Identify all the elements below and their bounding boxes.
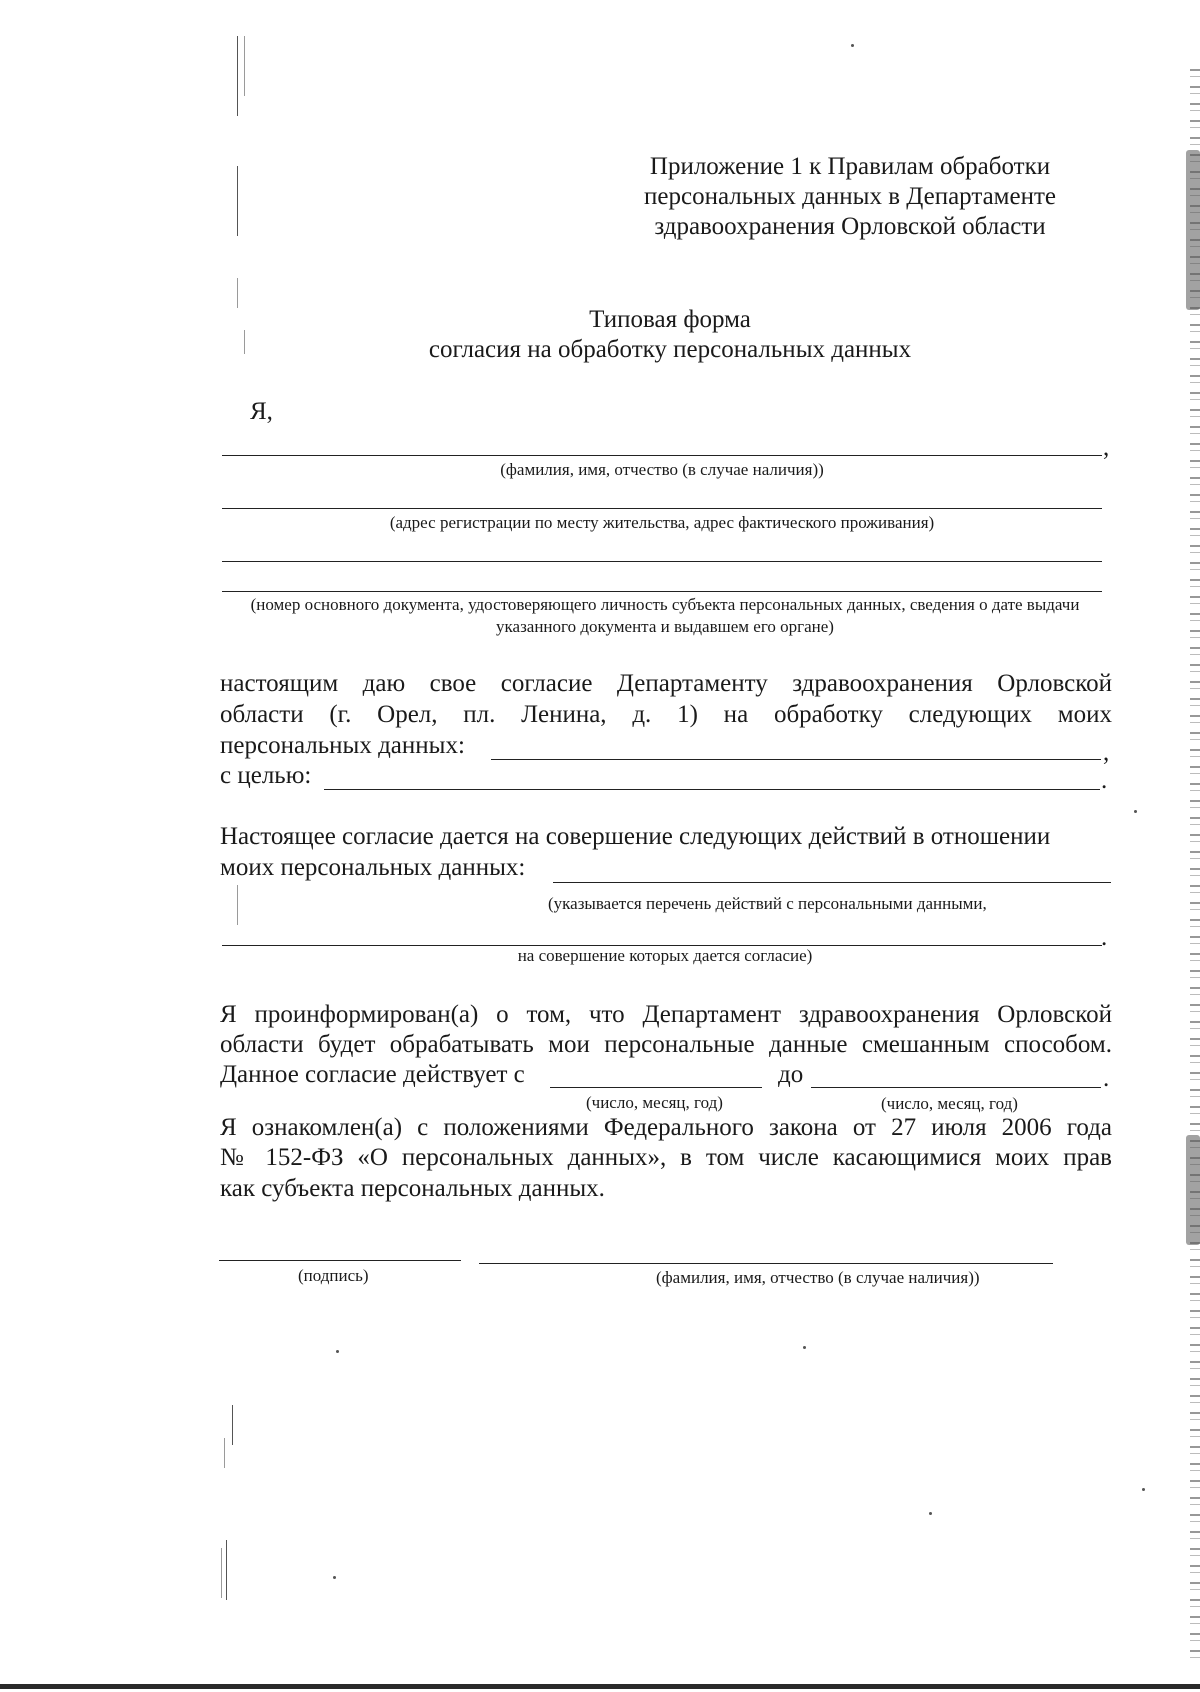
form-title (350, 305, 990, 365)
caption-fio: (фамилия, имя, отчество (в случае наличия)) (500, 460, 824, 479)
scan-artifact-left-margin (237, 278, 238, 308)
personal-data-fill-line (491, 759, 1101, 760)
scan-artifact-right-edge (1186, 1135, 1200, 1245)
caption-actions: (указывается перечень действий с персональными данными, (548, 894, 987, 913)
purpose-fill-line (324, 789, 1100, 790)
scan-artifact-speck (333, 1576, 336, 1579)
scan-artifact-speck (1134, 810, 1137, 813)
scan-artifact-bottom-edge (0, 1684, 1200, 1689)
document-fill-line (222, 561, 1102, 562)
i-prefix: Я, (250, 398, 273, 425)
caption-actions: на совершение которых дается согласие) (517, 946, 813, 965)
acquainted-line: как субъекта персональных данных. (220, 1175, 605, 1202)
caption-fio-signature: (фамилия, имя, отчество (в случае наличия)) (656, 1268, 980, 1287)
informed-line: области будет обрабатывать мои персональные данные смешанным способом. (220, 1031, 1112, 1058)
fio-fill-line (222, 455, 1102, 456)
approval-line: Приложение 1 к Правилам обработки (649, 153, 1051, 180)
scan-artifact-right-edge (1186, 150, 1200, 310)
scan-artifact-speck (803, 1346, 806, 1349)
scan-artifact-speck (929, 1512, 932, 1515)
actions-period: . (1101, 924, 1108, 951)
scan-artifact-speck (1142, 1488, 1145, 1491)
scan-artifact-left-margin (224, 1438, 225, 1468)
scan-artifact-left-margin (221, 1548, 222, 1598)
address-fill-line (222, 508, 1102, 509)
personal-data-comma: , (1103, 739, 1110, 766)
scan-artifact-left-margin (244, 330, 245, 354)
valid-from-fill-line (550, 1087, 762, 1088)
scan-artifact-left-margin (237, 36, 238, 116)
signature-fio-fill-line (479, 1263, 1053, 1264)
consent-line: настоящим даю свое согласие Департаменту здравоохранения Орловской (220, 670, 1112, 697)
approval-block (600, 152, 1100, 242)
valid-from-label: Данное согласие действует с (220, 1061, 525, 1088)
document-fill-line (222, 591, 1102, 592)
acquainted-line: Я ознакомлен(а) с положениями Федерального закона от 27 июля 2006 года (220, 1114, 1112, 1141)
scan-artifact-left-margin (244, 36, 245, 96)
fio-comma: , (1103, 434, 1110, 461)
signature-fill-line (219, 1260, 461, 1261)
valid-to-fill-line (811, 1087, 1101, 1088)
caption-date-to: (число, месяц, год) (881, 1094, 1018, 1113)
actions-line: моих персональных данных: (220, 854, 526, 881)
valid-to-label: до (778, 1061, 804, 1088)
actions-fill-line (553, 882, 1111, 883)
approval-line: здравоохранения Орловской области (654, 213, 1046, 240)
approval-line: персональных данных в Департаменте (644, 183, 1056, 210)
scan-artifact-left-margin (237, 885, 238, 925)
acquainted-line: № 152-ФЗ «О персональных данных», в том числе касающимися моих прав (220, 1144, 1112, 1171)
purpose-label: с целью: (220, 762, 312, 789)
scan-artifact-left-margin (232, 1405, 233, 1445)
scan-artifact-speck (336, 1350, 339, 1353)
title-line: согласия на обработку персональных данных (428, 336, 912, 363)
valid-period: . (1103, 1065, 1110, 1092)
caption-date-from: (число, месяц, год) (586, 1093, 723, 1112)
title-line: Типовая форма (589, 306, 751, 333)
scan-artifact-left-margin (226, 1540, 227, 1600)
scan-artifact-left-margin (237, 166, 238, 236)
caption-address: (адрес регистрации по месту жительства, адрес фактического проживания) (389, 513, 935, 532)
scan-artifact-speck (851, 44, 854, 47)
caption-signature: (подпись) (298, 1266, 369, 1285)
caption-document: (номер основного документа, удостоверяющего личность субъекта персональных данных, сведения о дате выдачи указанного документа и выдавшем его органе) (250, 595, 1080, 636)
actions-line: Настоящее согласие дается на совершение следующих действий в отношении (220, 823, 1051, 850)
informed-line: Я проинформирован(а) о том, что Департамент здравоохранения Орловской (220, 1001, 1112, 1028)
consent-line: области (г. Орел, пл. Ленина, д. 1) на обработку следующих моих (220, 701, 1112, 728)
consent-line: персональных данных: (220, 732, 465, 759)
purpose-period: . (1101, 767, 1108, 794)
